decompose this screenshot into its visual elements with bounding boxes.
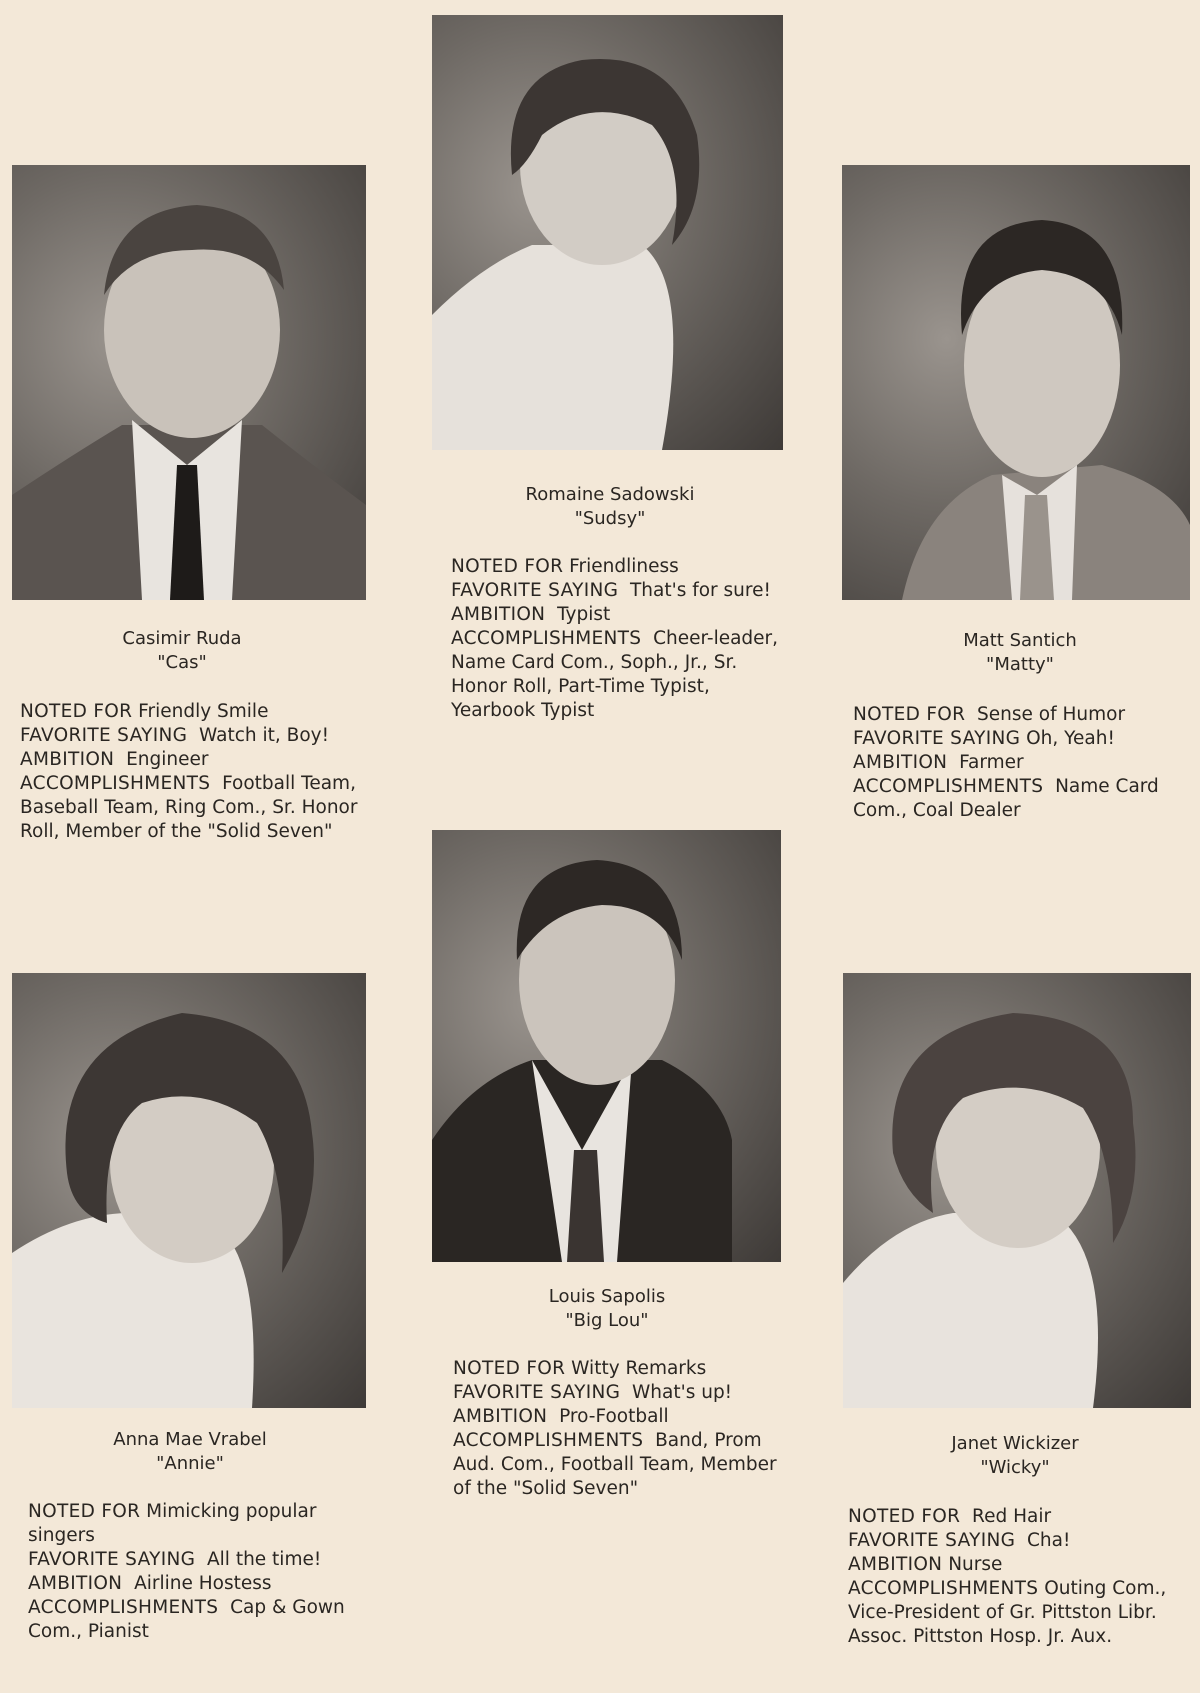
ambition-row xyxy=(28,1572,373,1596)
accomplishments-row xyxy=(28,1596,373,1644)
noted-for-label: NOTED FOR xyxy=(28,1501,141,1522)
student-bio xyxy=(28,1500,373,1644)
favorite-saying-row xyxy=(28,1548,373,1572)
student-bio xyxy=(853,703,1183,823)
portrait-photo-janet-wickizer xyxy=(843,973,1191,1408)
portrait-figure xyxy=(843,973,1191,1408)
student-caption xyxy=(910,1432,1120,1480)
ambition-label: AMBITION xyxy=(853,752,948,773)
noted-for-row xyxy=(28,1500,373,1548)
noted-for-value: Red Hair xyxy=(972,1506,1052,1527)
noted-for-label: NOTED FOR xyxy=(453,1358,566,1379)
ambition-value: Airline Hostess xyxy=(134,1573,272,1594)
accomplishments-label: ACCOMPLISHMENTS xyxy=(453,1430,644,1451)
ambition-row xyxy=(20,748,380,772)
noted-for-value: Mimicking popular singers xyxy=(28,1501,317,1546)
student-nickname: "Cas" xyxy=(157,652,207,673)
favorite-saying-label: FAVORITE SAYING xyxy=(451,580,619,601)
portrait-figure xyxy=(432,830,781,1262)
ambition-value: Engineer xyxy=(126,749,209,770)
favorite-saying-value: Oh, Yeah! xyxy=(1026,728,1115,749)
accomplishments-value: Band, Prom Aud. Com., Football Team, Member of the "Solid Seven" xyxy=(453,1430,777,1499)
student-bio xyxy=(451,555,781,723)
ambition-value: Nurse xyxy=(948,1554,1003,1575)
student-nickname: "Annie" xyxy=(156,1453,224,1474)
student-caption xyxy=(507,1285,707,1333)
student-nickname: "Big Lou" xyxy=(565,1310,649,1331)
accomplishments-value: Outing Com., Vice-President of Gr. Pittston Libr. Assoc. Pittston Hosp. Jr. Aux. xyxy=(848,1578,1167,1647)
ambition-label: AMBITION xyxy=(451,604,546,625)
accomplishments-value: Cap & Gown Com., Pianist xyxy=(28,1597,345,1642)
favorite-saying-value: Cha! xyxy=(1027,1530,1071,1551)
accomplishments-label: ACCOMPLISHMENTS xyxy=(28,1597,219,1618)
portrait-photo-louis-sapolis xyxy=(432,830,781,1262)
noted-for-row xyxy=(853,703,1183,727)
ambition-row xyxy=(848,1553,1183,1577)
favorite-saying-row xyxy=(20,724,380,748)
accomplishments-row xyxy=(451,627,781,723)
noted-for-value: Witty Remarks xyxy=(571,1358,707,1379)
ambition-label: AMBITION xyxy=(453,1406,548,1427)
student-name: Anna Mae Vrabel xyxy=(113,1429,267,1450)
ambition-label: AMBITION xyxy=(28,1573,123,1594)
accomplishments-row xyxy=(853,775,1183,823)
ambition-label: AMBITION xyxy=(20,749,115,770)
ambition-row xyxy=(853,751,1183,775)
ambition-row xyxy=(451,603,781,627)
student-nickname: "Sudsy" xyxy=(574,508,646,529)
accomplishments-label: ACCOMPLISHMENTS xyxy=(853,776,1044,797)
favorite-saying-value: That's for sure! xyxy=(630,580,771,601)
noted-for-label: NOTED FOR xyxy=(848,1506,961,1527)
accomplishments-row xyxy=(453,1429,783,1501)
noted-for-label: NOTED FOR xyxy=(853,704,966,725)
favorite-saying-row xyxy=(848,1529,1183,1553)
accomplishments-row xyxy=(20,772,380,844)
accomplishments-value: Name Card Com., Coal Dealer xyxy=(853,776,1159,821)
student-caption xyxy=(82,627,282,675)
portrait-photo-anna-mae-vrabel xyxy=(12,973,366,1408)
favorite-saying-label: FAVORITE SAYING xyxy=(20,725,188,746)
accomplishments-value: Cheer-leader, Name Card Com., Soph., Jr., Sr. Honor Roll, Part-Time Typist, Yearbook Typist xyxy=(451,628,779,721)
favorite-saying-label: FAVORITE SAYING xyxy=(453,1382,621,1403)
noted-for-value: Sense of Humor xyxy=(977,704,1126,725)
student-name: Romaine Sadowski xyxy=(525,484,695,505)
accomplishments-row xyxy=(848,1577,1183,1649)
ambition-value: Pro-Football xyxy=(559,1406,669,1427)
ambition-value: Typist xyxy=(557,604,611,625)
student-caption xyxy=(920,629,1120,677)
favorite-saying-row xyxy=(451,579,781,603)
noted-for-value: Friendliness xyxy=(569,556,679,577)
portrait-figure xyxy=(12,165,366,600)
noted-for-value: Friendly Smile xyxy=(138,701,269,722)
student-name: Janet Wickizer xyxy=(951,1433,1079,1454)
student-name: Louis Sapolis xyxy=(548,1286,666,1307)
ambition-row xyxy=(453,1405,783,1429)
noted-for-row xyxy=(451,555,781,579)
favorite-saying-value: What's up! xyxy=(632,1382,733,1403)
student-name: Casimir Ruda xyxy=(122,628,242,649)
noted-for-row xyxy=(20,700,380,724)
noted-for-label: NOTED FOR xyxy=(451,556,564,577)
noted-for-row xyxy=(848,1505,1183,1529)
student-bio xyxy=(848,1505,1183,1649)
portrait-figure xyxy=(12,973,366,1408)
portrait-figure xyxy=(842,165,1190,600)
favorite-saying-value: All the time! xyxy=(207,1549,322,1570)
favorite-saying-row xyxy=(853,727,1183,751)
student-caption xyxy=(510,483,710,531)
student-name: Matt Santich xyxy=(963,630,1077,651)
accomplishments-label: ACCOMPLISHMENTS xyxy=(20,773,211,794)
accomplishments-label: ACCOMPLISHMENTS xyxy=(848,1578,1039,1599)
favorite-saying-label: FAVORITE SAYING xyxy=(28,1549,196,1570)
favorite-saying-label: FAVORITE SAYING xyxy=(853,728,1021,749)
portrait-figure xyxy=(432,15,783,450)
student-caption xyxy=(80,1428,300,1476)
ambition-label: AMBITION xyxy=(848,1554,943,1575)
favorite-saying-value: Watch it, Boy! xyxy=(199,725,330,746)
student-bio xyxy=(453,1357,783,1501)
student-nickname: "Wicky" xyxy=(980,1457,1050,1478)
ambition-value: Farmer xyxy=(959,752,1024,773)
noted-for-label: NOTED FOR xyxy=(20,701,133,722)
favorite-saying-label: FAVORITE SAYING xyxy=(848,1530,1016,1551)
portrait-photo-casimir-ruda xyxy=(12,165,366,600)
accomplishments-value: Football Team, Baseball Team, Ring Com., Sr. Honor Roll, Member of the "Solid Seven" xyxy=(20,773,358,842)
favorite-saying-row xyxy=(453,1381,783,1405)
student-bio xyxy=(20,700,380,844)
noted-for-row xyxy=(453,1357,783,1381)
portrait-photo-matt-santich xyxy=(842,165,1190,600)
student-nickname: "Matty" xyxy=(986,654,1054,675)
portrait-photo-romaine-sadowski xyxy=(432,15,783,450)
accomplishments-label: ACCOMPLISHMENTS xyxy=(451,628,642,649)
